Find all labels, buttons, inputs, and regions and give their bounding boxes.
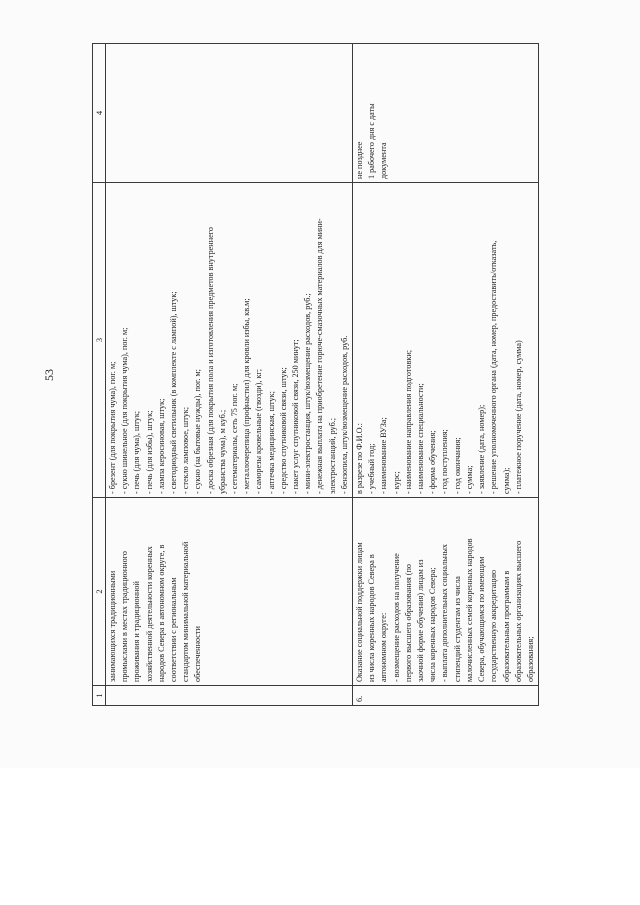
service-line: хозяйственной деятельности коренных [144, 546, 154, 682]
row-number [106, 686, 353, 706]
deadline-cell [106, 44, 353, 183]
service-line: проживания и традиционной [132, 581, 142, 682]
details-line: - курс; [391, 471, 401, 494]
details-line: - учебный год; [367, 443, 377, 494]
service-line: автономном округе: [379, 612, 389, 682]
details-line: - стекло ламповое, штук; [181, 406, 191, 494]
details-line: - решение уполномоченного органа (дата, номер, предоставить/отказать, [489, 240, 499, 494]
details-line: - аптечка медицинская, штук; [266, 391, 276, 494]
service-line: из числа коренных народов Севера в [367, 554, 377, 682]
header-cell-2: 2 [93, 498, 106, 686]
details-line: - наименование направления подготовки; [403, 350, 413, 494]
deadline-line: не позднее [355, 141, 365, 179]
table-header-row [93, 44, 106, 706]
service-cell [353, 498, 539, 686]
service-line: - возмещение расходов на получение [391, 553, 401, 682]
service-line: занимающихся традиционными [108, 570, 117, 682]
details-cell [106, 183, 353, 498]
details-line: - год поступления; [440, 429, 450, 494]
deadline-line: документа [379, 142, 389, 179]
details-line: - год окончания; [452, 437, 462, 494]
details-line: электростанций, руб.; [327, 417, 337, 494]
service-line: стипендий студентам из числа [452, 576, 462, 682]
details-line: сумма); [501, 467, 511, 494]
service-line: народов Севера в автономном округе, в [156, 544, 166, 682]
service-line: первого высшего образования (по [403, 564, 413, 682]
details-line: - сумма; [464, 465, 474, 494]
service-line: стандартом минимальной материальной [181, 541, 191, 682]
details-line: - форма обучения; [428, 430, 438, 494]
deadline-line: 1 рабочего дня с даты [367, 103, 377, 179]
details-line: - доска обрезная (для покрытия пола и изготовления предметов внутреннего [205, 227, 215, 494]
details-line: - светодиодный светильник (в комплекте с лампой), штук; [169, 291, 179, 494]
details-line: - сукно шинельное (для покрытия чума), пог. м; [120, 327, 130, 494]
details-line: - мини-электростанция, штук/возмещение расходов, руб.; [303, 293, 313, 494]
service-line: малочисленных семей коренных народов [464, 538, 474, 682]
deadline-cell [353, 44, 539, 183]
row-number: 6. [353, 686, 539, 706]
service-line: Севера, обучающимся по имеющим [477, 556, 487, 682]
service-line: числа коренных народов Севера; [428, 567, 438, 682]
details-line: - саморезы кровельные (гвозди), кг; [254, 368, 264, 494]
details-line: - сукно (на бытовые нужды), пог. м; [193, 369, 203, 494]
details-line: - бензопила, штук/возмещение расходов, руб. [339, 335, 349, 494]
header-cell-4: 4 [93, 44, 106, 183]
service-line: образовательных организациях высшего [513, 540, 523, 682]
details-line: убранства чума), м куб.; [217, 409, 227, 494]
document-table [92, 43, 539, 706]
details-line: - заявление (дата, номер); [477, 404, 487, 494]
service-cell [106, 498, 353, 686]
details-line: - лампа керосиновая, штук; [156, 398, 166, 494]
details-line: - брезент (для покрытия чума), пог. м; [108, 361, 117, 494]
details-line: - печь (для чума), штук; [132, 410, 142, 494]
details-line: - платежное поручение (дата, номер, сумма) [513, 340, 523, 494]
details-line: в разрезе по Ф.И.О.: [355, 423, 365, 494]
table-row [353, 44, 539, 706]
service-line: заочной форме обучения) лицам из [416, 559, 426, 682]
details-line: - средство спутниковой связи, штук; [278, 367, 288, 494]
service-line: соответствии с региональным [169, 577, 179, 682]
blank-area [0, 768, 640, 905]
details-line: - металлочерепица (профнастил) для кровли избы, кв.м; [242, 298, 252, 494]
service-line: Оказание социальной поддержки лицам [355, 542, 365, 682]
details-cell [353, 183, 539, 498]
service-line: государственную аккредитацию [489, 569, 499, 682]
service-line: образовательным программам в [501, 570, 511, 682]
table-row [106, 44, 353, 706]
service-line: - выплата дополнительных социальных [440, 544, 450, 682]
details-line: - денежная выплата на приобретение горюче-смазочных материалов для мини- [315, 218, 325, 494]
details-line: - наименование ВУЗа; [379, 417, 389, 494]
service-line: образования; [525, 636, 535, 682]
page-number: 53 [42, 369, 56, 381]
service-line: обеспеченности [193, 626, 203, 682]
service-line: промыслами в местах традиционного [120, 551, 130, 682]
details-line: - пакет услуг спутниковой связи, 250 минут; [291, 339, 301, 494]
header-cell-1: 1 [93, 686, 106, 706]
details-line: - печь (для избы), штук; [144, 410, 154, 494]
details-line: - наименование специальности; [416, 383, 426, 494]
header-cell-3: 3 [93, 183, 106, 498]
details-line: - сетематериалы, сеть 75 пог. м; [230, 383, 240, 494]
